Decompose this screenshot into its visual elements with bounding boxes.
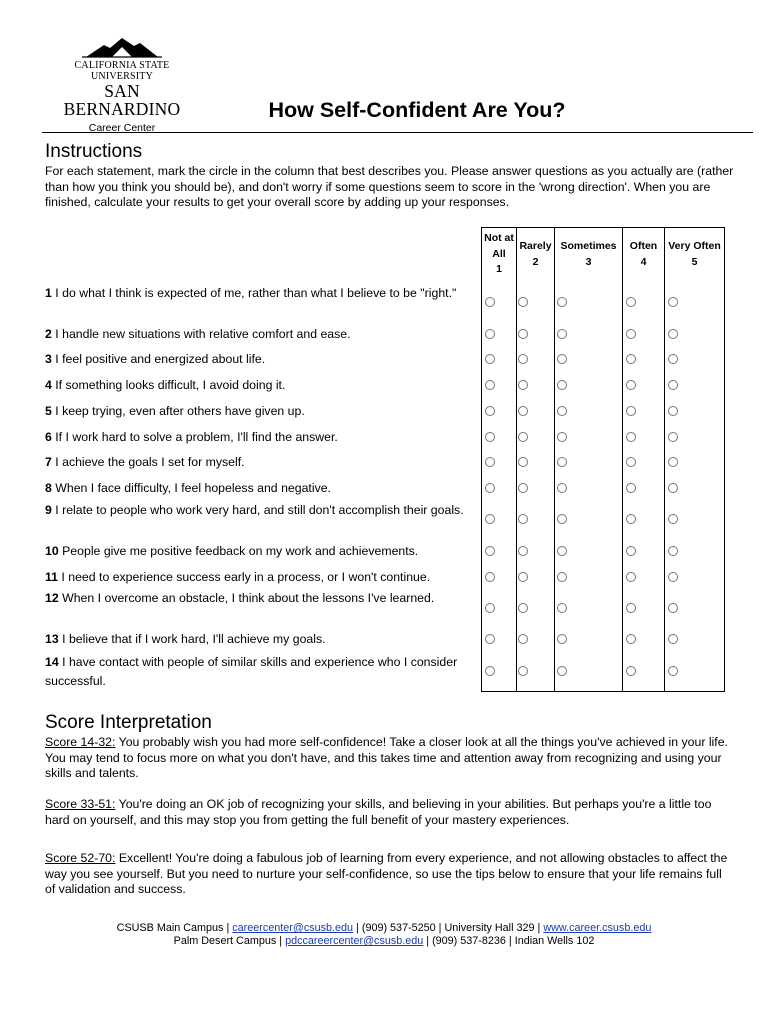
radio-q1-not-at-all[interactable] bbox=[485, 297, 495, 307]
radio-q3-often[interactable] bbox=[626, 354, 636, 364]
radio-q13-very-often[interactable] bbox=[668, 634, 678, 644]
radio-q3-not-at-all[interactable] bbox=[485, 354, 495, 364]
page-title: How Self-Confident Are You? bbox=[268, 98, 566, 122]
radio-q7-often[interactable] bbox=[626, 457, 636, 467]
column-header-rarely bbox=[517, 239, 554, 270]
statement-number: 11 bbox=[45, 570, 58, 584]
radio-q8-not-at-all[interactable] bbox=[485, 483, 495, 493]
statement-text: I feel positive and energized about life. bbox=[55, 352, 266, 366]
radio-q5-rarely[interactable] bbox=[518, 406, 528, 416]
radio-q5-not-at-all[interactable] bbox=[485, 406, 495, 416]
statement-number: 10 bbox=[45, 544, 59, 558]
statement-12 bbox=[45, 589, 477, 608]
radio-q4-often[interactable] bbox=[626, 380, 636, 390]
statement-text: If I work hard to solve a problem, I'll find the answer. bbox=[55, 430, 338, 444]
footer-palm-desert-campus bbox=[0, 935, 768, 948]
grid-bottom-border bbox=[481, 691, 725, 692]
radio-q4-sometimes[interactable] bbox=[557, 380, 567, 390]
footer-text: CSUSB Main Campus | bbox=[116, 922, 233, 934]
statement-text: I believe that if I work hard, I'll achieve my goals. bbox=[62, 632, 326, 646]
radio-q6-sometimes[interactable] bbox=[557, 432, 567, 442]
radio-q7-sometimes[interactable] bbox=[557, 457, 567, 467]
radio-q10-not-at-all[interactable] bbox=[485, 546, 495, 556]
statement-number: 4 bbox=[45, 378, 52, 392]
statement-6 bbox=[45, 428, 477, 447]
radio-q14-very-often[interactable] bbox=[668, 666, 678, 676]
radio-q3-very-often[interactable] bbox=[668, 354, 678, 364]
grid-line bbox=[554, 227, 555, 692]
radio-q8-often[interactable] bbox=[626, 483, 636, 493]
radio-q2-sometimes[interactable] bbox=[557, 329, 567, 339]
radio-q4-very-often[interactable] bbox=[668, 380, 678, 390]
radio-q12-not-at-all[interactable] bbox=[485, 603, 495, 613]
statement-2 bbox=[45, 325, 477, 344]
statement-text: I do what I think is expected of me, rather than what I believe to be "right." bbox=[55, 286, 457, 300]
radio-q1-very-often[interactable] bbox=[668, 297, 678, 307]
score-range-label: Score 52-70: bbox=[45, 851, 116, 865]
radio-q7-very-often[interactable] bbox=[668, 457, 678, 467]
radio-q12-rarely[interactable] bbox=[518, 603, 528, 613]
radio-q13-often[interactable] bbox=[626, 634, 636, 644]
radio-q13-sometimes[interactable] bbox=[557, 634, 567, 644]
score-text: Excellent! You're doing a fabulous job of learning from every experience, and not allowing obstacles to affect the way you see yourself. But you need to nurture your self-confidence, so use the tips below to ensure that your life remains full of validation and success. bbox=[45, 851, 728, 896]
statement-11 bbox=[45, 568, 477, 587]
column-label: Sometimes bbox=[560, 240, 617, 252]
grid-line bbox=[622, 227, 623, 692]
statement-text: I handle new situations with relative comfort and ease. bbox=[55, 327, 351, 341]
column-value: 5 bbox=[691, 255, 698, 268]
statement-number: 14 bbox=[45, 655, 59, 669]
radio-q1-often[interactable] bbox=[626, 297, 636, 307]
grid-line bbox=[516, 227, 517, 692]
pdccareercenter-email-link[interactable]: pdccareercenter@csusb.edu bbox=[285, 935, 424, 947]
statement-1 bbox=[45, 284, 477, 303]
statement-text: If something looks difficult, I avoid doing it. bbox=[55, 378, 286, 392]
careercenter-email-link[interactable]: careercenter@csusb.edu bbox=[232, 922, 354, 934]
radio-q1-rarely[interactable] bbox=[518, 297, 528, 307]
statement-4 bbox=[45, 376, 477, 395]
column-header-very-often bbox=[665, 239, 724, 270]
score-paragraph-2 bbox=[45, 797, 735, 828]
radio-q2-not-at-all[interactable] bbox=[485, 329, 495, 339]
score-text: You're doing an OK job of recognizing your skills, and believing in your abilities. But perhaps you're a little too hard on yourself, and this may stop you from getting the full benefit of your mastery experiences. bbox=[45, 797, 712, 827]
radio-q6-not-at-all[interactable] bbox=[485, 432, 495, 442]
radio-q8-rarely[interactable] bbox=[518, 483, 528, 493]
grid-line bbox=[481, 227, 482, 692]
radio-q12-often[interactable] bbox=[626, 603, 636, 613]
header-divider bbox=[42, 132, 753, 133]
grid-line bbox=[724, 227, 725, 692]
score-paragraph-1 bbox=[45, 735, 735, 782]
radio-q5-sometimes[interactable] bbox=[557, 406, 567, 416]
footer-text: | (909) 537-5250 | University Hall 329 | bbox=[353, 922, 544, 934]
radio-q12-very-often[interactable] bbox=[668, 603, 678, 613]
statement-number: 1 bbox=[45, 286, 52, 300]
radio-q9-sometimes[interactable] bbox=[557, 514, 567, 524]
score-paragraph-3 bbox=[45, 851, 735, 898]
logo-department: Career Center bbox=[88, 122, 156, 134]
column-header-sometimes bbox=[555, 239, 622, 270]
radio-q6-very-often[interactable] bbox=[668, 432, 678, 442]
column-value: 2 bbox=[532, 255, 539, 268]
statement-text: I have contact with people of similar skills and experience who I consider successful. bbox=[45, 655, 458, 688]
radio-q8-very-often[interactable] bbox=[668, 483, 678, 493]
radio-q14-not-at-all[interactable] bbox=[485, 666, 495, 676]
radio-q11-sometimes[interactable] bbox=[557, 572, 567, 582]
statement-number: 2 bbox=[45, 327, 52, 341]
career-website-link[interactable]: www.career.csusb.edu bbox=[543, 922, 652, 934]
radio-q11-rarely[interactable] bbox=[518, 572, 528, 582]
radio-q7-not-at-all[interactable] bbox=[485, 457, 495, 467]
column-value: 4 bbox=[640, 255, 647, 268]
footer-text: | (909) 537-8236 | Indian Wells 102 bbox=[423, 935, 595, 947]
statement-8 bbox=[45, 479, 477, 498]
radio-q11-very-often[interactable] bbox=[668, 572, 678, 582]
instructions-heading: Instructions bbox=[45, 141, 143, 162]
radio-q9-very-often[interactable] bbox=[668, 514, 678, 524]
statement-number: 12 bbox=[45, 591, 59, 605]
statement-10 bbox=[45, 542, 477, 561]
statement-14 bbox=[45, 653, 477, 691]
statement-7 bbox=[45, 453, 477, 472]
statement-text: When I overcome an obstacle, I think about the lessons I've learned. bbox=[62, 591, 435, 605]
statement-number: 7 bbox=[45, 455, 52, 469]
footer-text: Palm Desert Campus | bbox=[173, 935, 286, 947]
statement-text: When I face difficulty, I feel hopeless and negative. bbox=[55, 481, 331, 495]
radio-q11-not-at-all[interactable] bbox=[485, 572, 495, 582]
column-label: Often bbox=[629, 240, 658, 252]
score-heading: Score Interpretation bbox=[45, 712, 212, 733]
column-value: 3 bbox=[585, 255, 592, 268]
radio-q3-rarely[interactable] bbox=[518, 354, 528, 364]
radio-q2-often[interactable] bbox=[626, 329, 636, 339]
radio-q9-often[interactable] bbox=[626, 514, 636, 524]
radio-q4-not-at-all[interactable] bbox=[485, 380, 495, 390]
radio-q13-rarely[interactable] bbox=[518, 634, 528, 644]
radio-q3-sometimes[interactable] bbox=[557, 354, 567, 364]
radio-q6-often[interactable] bbox=[626, 432, 636, 442]
grid-top-border bbox=[481, 227, 725, 228]
statement-number: 13 bbox=[45, 632, 59, 646]
statement-9 bbox=[45, 501, 477, 520]
radio-q14-rarely[interactable] bbox=[518, 666, 528, 676]
logo-campus: SAN BERNARDINO bbox=[63, 81, 181, 119]
footer-main-campus bbox=[0, 922, 768, 935]
statement-13 bbox=[45, 630, 477, 649]
column-header-not-at-all bbox=[482, 231, 516, 278]
statement-number: 6 bbox=[45, 430, 52, 444]
radio-q14-sometimes[interactable] bbox=[557, 666, 567, 676]
radio-q5-often[interactable] bbox=[626, 406, 636, 416]
radio-q13-not-at-all[interactable] bbox=[485, 634, 495, 644]
statement-text: I achieve the goals I set for myself. bbox=[55, 455, 245, 469]
radio-q8-sometimes[interactable] bbox=[557, 483, 567, 493]
score-range-label: Score 33-51: bbox=[45, 797, 116, 811]
logo-university: CALIFORNIA STATE UNIVERSITY bbox=[74, 60, 170, 82]
statement-text: I keep trying, even after others have given up. bbox=[55, 404, 305, 418]
radio-q10-sometimes[interactable] bbox=[557, 546, 567, 556]
column-value: 1 bbox=[496, 263, 502, 275]
statement-3 bbox=[45, 350, 477, 369]
column-label: Very Often bbox=[668, 240, 721, 252]
statement-number: 8 bbox=[45, 481, 52, 495]
column-header-often bbox=[623, 239, 664, 270]
statement-text: People give me positive feedback on my work and achievements. bbox=[62, 544, 419, 558]
radio-q14-often[interactable] bbox=[626, 666, 636, 676]
instructions-text: For each statement, mark the circle in the column that best describes you. Please answer questions as you actually are (rather than how you think you should be), and don't worry if some questions seem to score in the 'wrong direction'. When you are finished, calculate your results to get your overall score by adding up your responses. bbox=[45, 164, 734, 209]
radio-q10-rarely[interactable] bbox=[518, 546, 528, 556]
radio-q12-sometimes[interactable] bbox=[557, 603, 567, 613]
radio-q4-rarely[interactable] bbox=[518, 380, 528, 390]
mountain-logo-icon bbox=[82, 36, 162, 58]
radio-q1-sometimes[interactable] bbox=[557, 297, 567, 307]
radio-q9-not-at-all[interactable] bbox=[485, 514, 495, 524]
radio-q10-often[interactable] bbox=[626, 546, 636, 556]
statement-text: I relate to people who work very hard, and still don't accomplish their goals. bbox=[55, 503, 464, 517]
statement-number: 3 bbox=[45, 352, 52, 366]
radio-q2-rarely[interactable] bbox=[518, 329, 528, 339]
radio-q5-very-often[interactable] bbox=[668, 406, 678, 416]
radio-q10-very-often[interactable] bbox=[668, 546, 678, 556]
radio-q7-rarely[interactable] bbox=[518, 457, 528, 467]
radio-q6-rarely[interactable] bbox=[518, 432, 528, 442]
statement-text: I need to experience success early in a process, or I won't continue. bbox=[61, 570, 431, 584]
statement-number: 9 bbox=[45, 503, 52, 517]
column-label: Not at All bbox=[484, 232, 514, 260]
statement-number: 5 bbox=[45, 404, 52, 418]
column-label: Rarely bbox=[519, 240, 552, 252]
radio-q2-very-often[interactable] bbox=[668, 329, 678, 339]
radio-q9-rarely[interactable] bbox=[518, 514, 528, 524]
statement-5 bbox=[45, 402, 477, 421]
score-text: You probably wish you had more self-confidence! Take a closer look at all the things you've achieved in your life. You may tend to focus more on what you don't have, and this takes time and attention away from recognizing and using your skills and talents. bbox=[45, 735, 728, 780]
grid-line bbox=[664, 227, 665, 692]
score-range-label: Score 14-32: bbox=[45, 735, 116, 749]
radio-q11-often[interactable] bbox=[626, 572, 636, 582]
